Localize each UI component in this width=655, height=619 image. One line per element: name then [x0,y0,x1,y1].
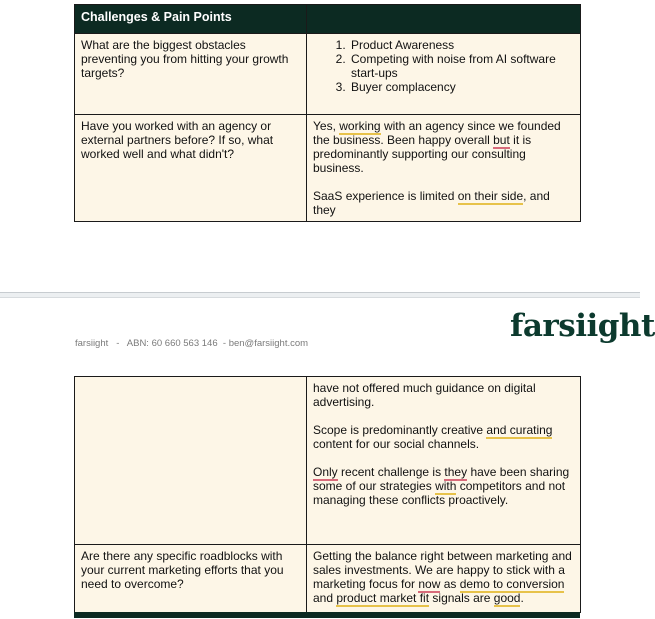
farsiight-logo: farsiight [510,308,655,344]
abn-text: ABN: 60 660 563 146 [126,338,218,349]
list-item: 2. Competing with noise from AI software start-ups [349,52,574,80]
answer-paragraph: Only recent challenge is they have been sharing some of our strategies with competitors and not managing these conflicts proactively. [313,465,570,507]
answer-cell [307,34,581,115]
table-row [75,115,581,222]
grammar-underline: with [435,479,457,493]
document-page-2 [0,298,655,619]
challenges-table-part-2 [74,376,581,613]
spell-underline: they [444,465,468,479]
grammar-underline: and curating [486,423,553,437]
table-row [75,545,581,613]
spell-underline: Only [313,465,338,479]
table-header-row [75,5,581,34]
answer-paragraph: Getting the balance right between marketing and sales investments. We are happy to stick with a marketing focus for now as demo to conversion and product market fit signals are good. [313,549,572,605]
grammar-underline: good [493,591,521,605]
separator: - [116,338,120,349]
email-text: - ben@farsiight.com [222,338,309,349]
grammar-underline: on their side [457,189,524,203]
question-cell: Are there any specific roadblocks with your current marketing efforts that you need to overcome? [75,545,307,613]
list-item: 1. Product Awareness [349,38,574,52]
answer-cell [307,545,581,613]
answer-paragraph: SaaS experience is limited on their side, and they [313,189,550,217]
grammar-underline: demo to conversion [459,577,565,591]
question-cell: What are the biggest obstacles preventing you from hitting your growth targets? [75,34,307,115]
answer-cell [307,377,581,545]
table-row [75,377,581,545]
section-header: Challenges & Pain Points [75,5,307,34]
challenges-table-part-1 [74,4,581,222]
table-bottom-bar [74,612,580,618]
answer-paragraph: Yes, working with an agency since we founded the business. Been happy overall but it is predominantly supporting our consulting business. [313,119,561,175]
document-page-1 [0,0,640,292]
grammar-underline: working [339,119,381,133]
question-cell [75,377,307,545]
page-header-info [75,338,308,349]
list-item: 3. Buyer complacency [349,80,574,94]
table-row [75,34,581,115]
brand-text: farsiight [75,338,109,349]
answer-cell [307,115,581,222]
answer-paragraph: have not offered much guidance on digital advertising. [313,381,536,409]
spell-underline: but [493,133,510,147]
answer-paragraph: Scope is predominantly creative and curating content for our social channels. [313,423,553,451]
spell-underline: now [418,577,441,591]
question-cell: Have you worked with an agency or external partners before? If so, what worked well and what didn't? [75,115,307,222]
section-header-empty-cell [307,5,581,34]
obstacle-list [313,38,574,94]
grammar-underline: product market fit [336,591,430,605]
